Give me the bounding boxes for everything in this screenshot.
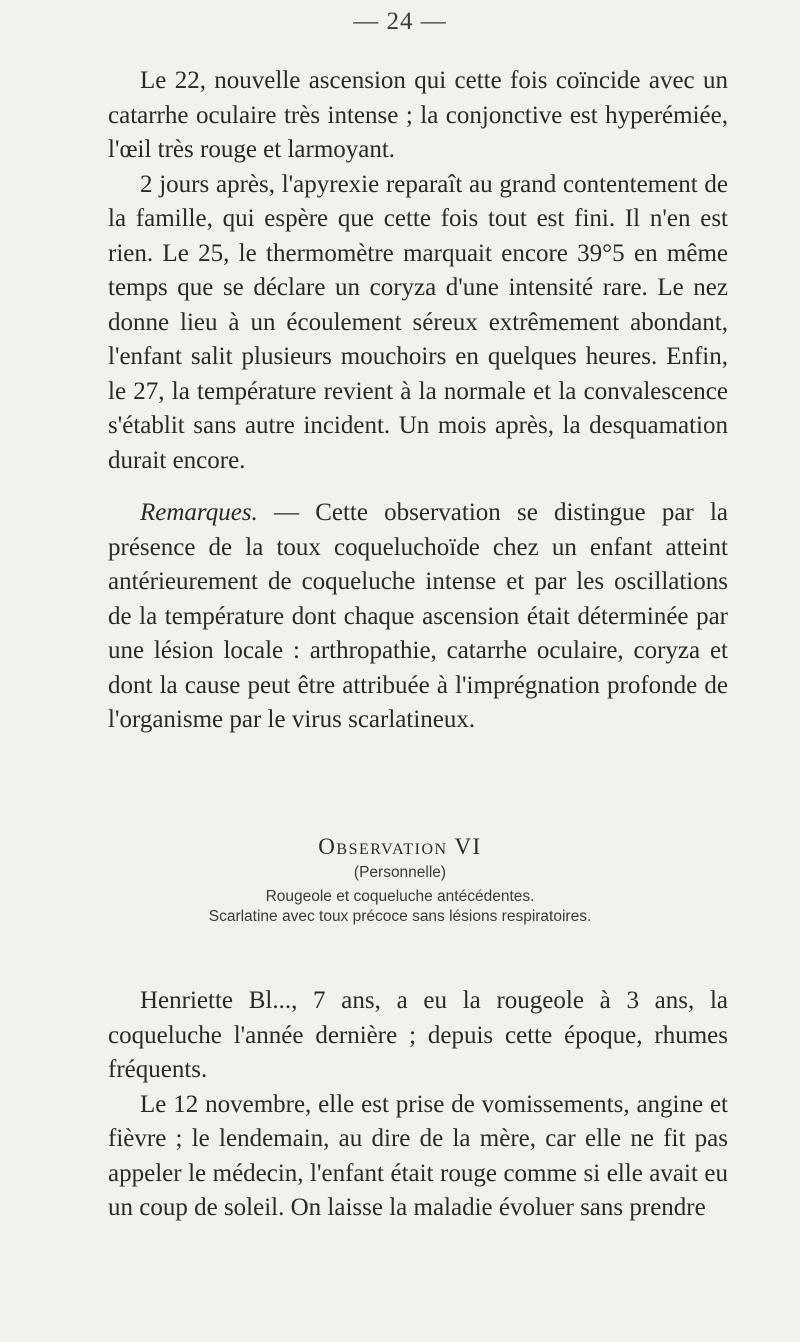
observation-heading [0,834,800,926]
text-block-top [108,64,728,738]
paragraph-henriette: Henriette Bl..., 7 ans, a eu la rougeole à 3 ans, la coqueluche l'année dernière ; depuis cette époque, rhumes fréquents. [108,987,728,1083]
page-number: — 24 — [353,8,447,35]
observation-title: Observation VI [318,834,482,859]
paragraph-apyrexie: 2 jours après, l'apyrexie reparaît au grand contentement de la famille, qui espère que cette fois tout est fini. Il n'en est rien. Le 25, le thermomètre marquait encore 39°5 en même temps que se déclare un coryza d'une intensité rare. Le nez donne lieu à un écoulement séreux extrêmement abondant, l'enfant salit plusieurs mouchoirs en quelques heures. Enfin, le 27, la température revient à la normale et la convalescence s'établit sans autre incident. Un mois après, la desquamation durait encore. [108,170,728,474]
paragraph-remarques [108,496,728,738]
observation-subtitle-1: Rougeole et coqueluche antécédentes. [265,888,535,905]
observation-source: (Personnelle) [353,864,447,881]
paragraph-12-novembre: Le 12 novembre, elle est prise de vomissements, angine et fièvre ; le lendemain, au dire de la mère, car elle ne fit pas appeler le médecin, l'enfant était rouge comme si elle avait eu un coup de soleil. On laisse la maladie évoluer sans prendre [108,1090,728,1221]
remarks-label: Remarques. [140,499,258,526]
paragraph-catarrhe: Le 22, nouvelle ascension qui cette fois coïncide avec un catarrhe oculaire très intense ; la conjonctive est hyperémiée, l'œil très rouge et larmoyant. [108,67,728,163]
observation-subtitle-2: Scarlatine avec toux précoce sans lésions respiratoires. [208,908,592,925]
remarks-text: — Cette observation se distingue par la présence de la toux coqueluchoïde chez un enfant atteint antérieurement de coqueluche intense et par les oscillations de la température dont chaque ascension était déterminée par une lésion locale : arthropathie, catarrhe oculaire, coryza et dont la cause peut être attribuée à l'imprégnation profonde de l'organisme par le virus scarlatineux. [108,499,728,733]
text-block-bottom [108,984,728,1226]
